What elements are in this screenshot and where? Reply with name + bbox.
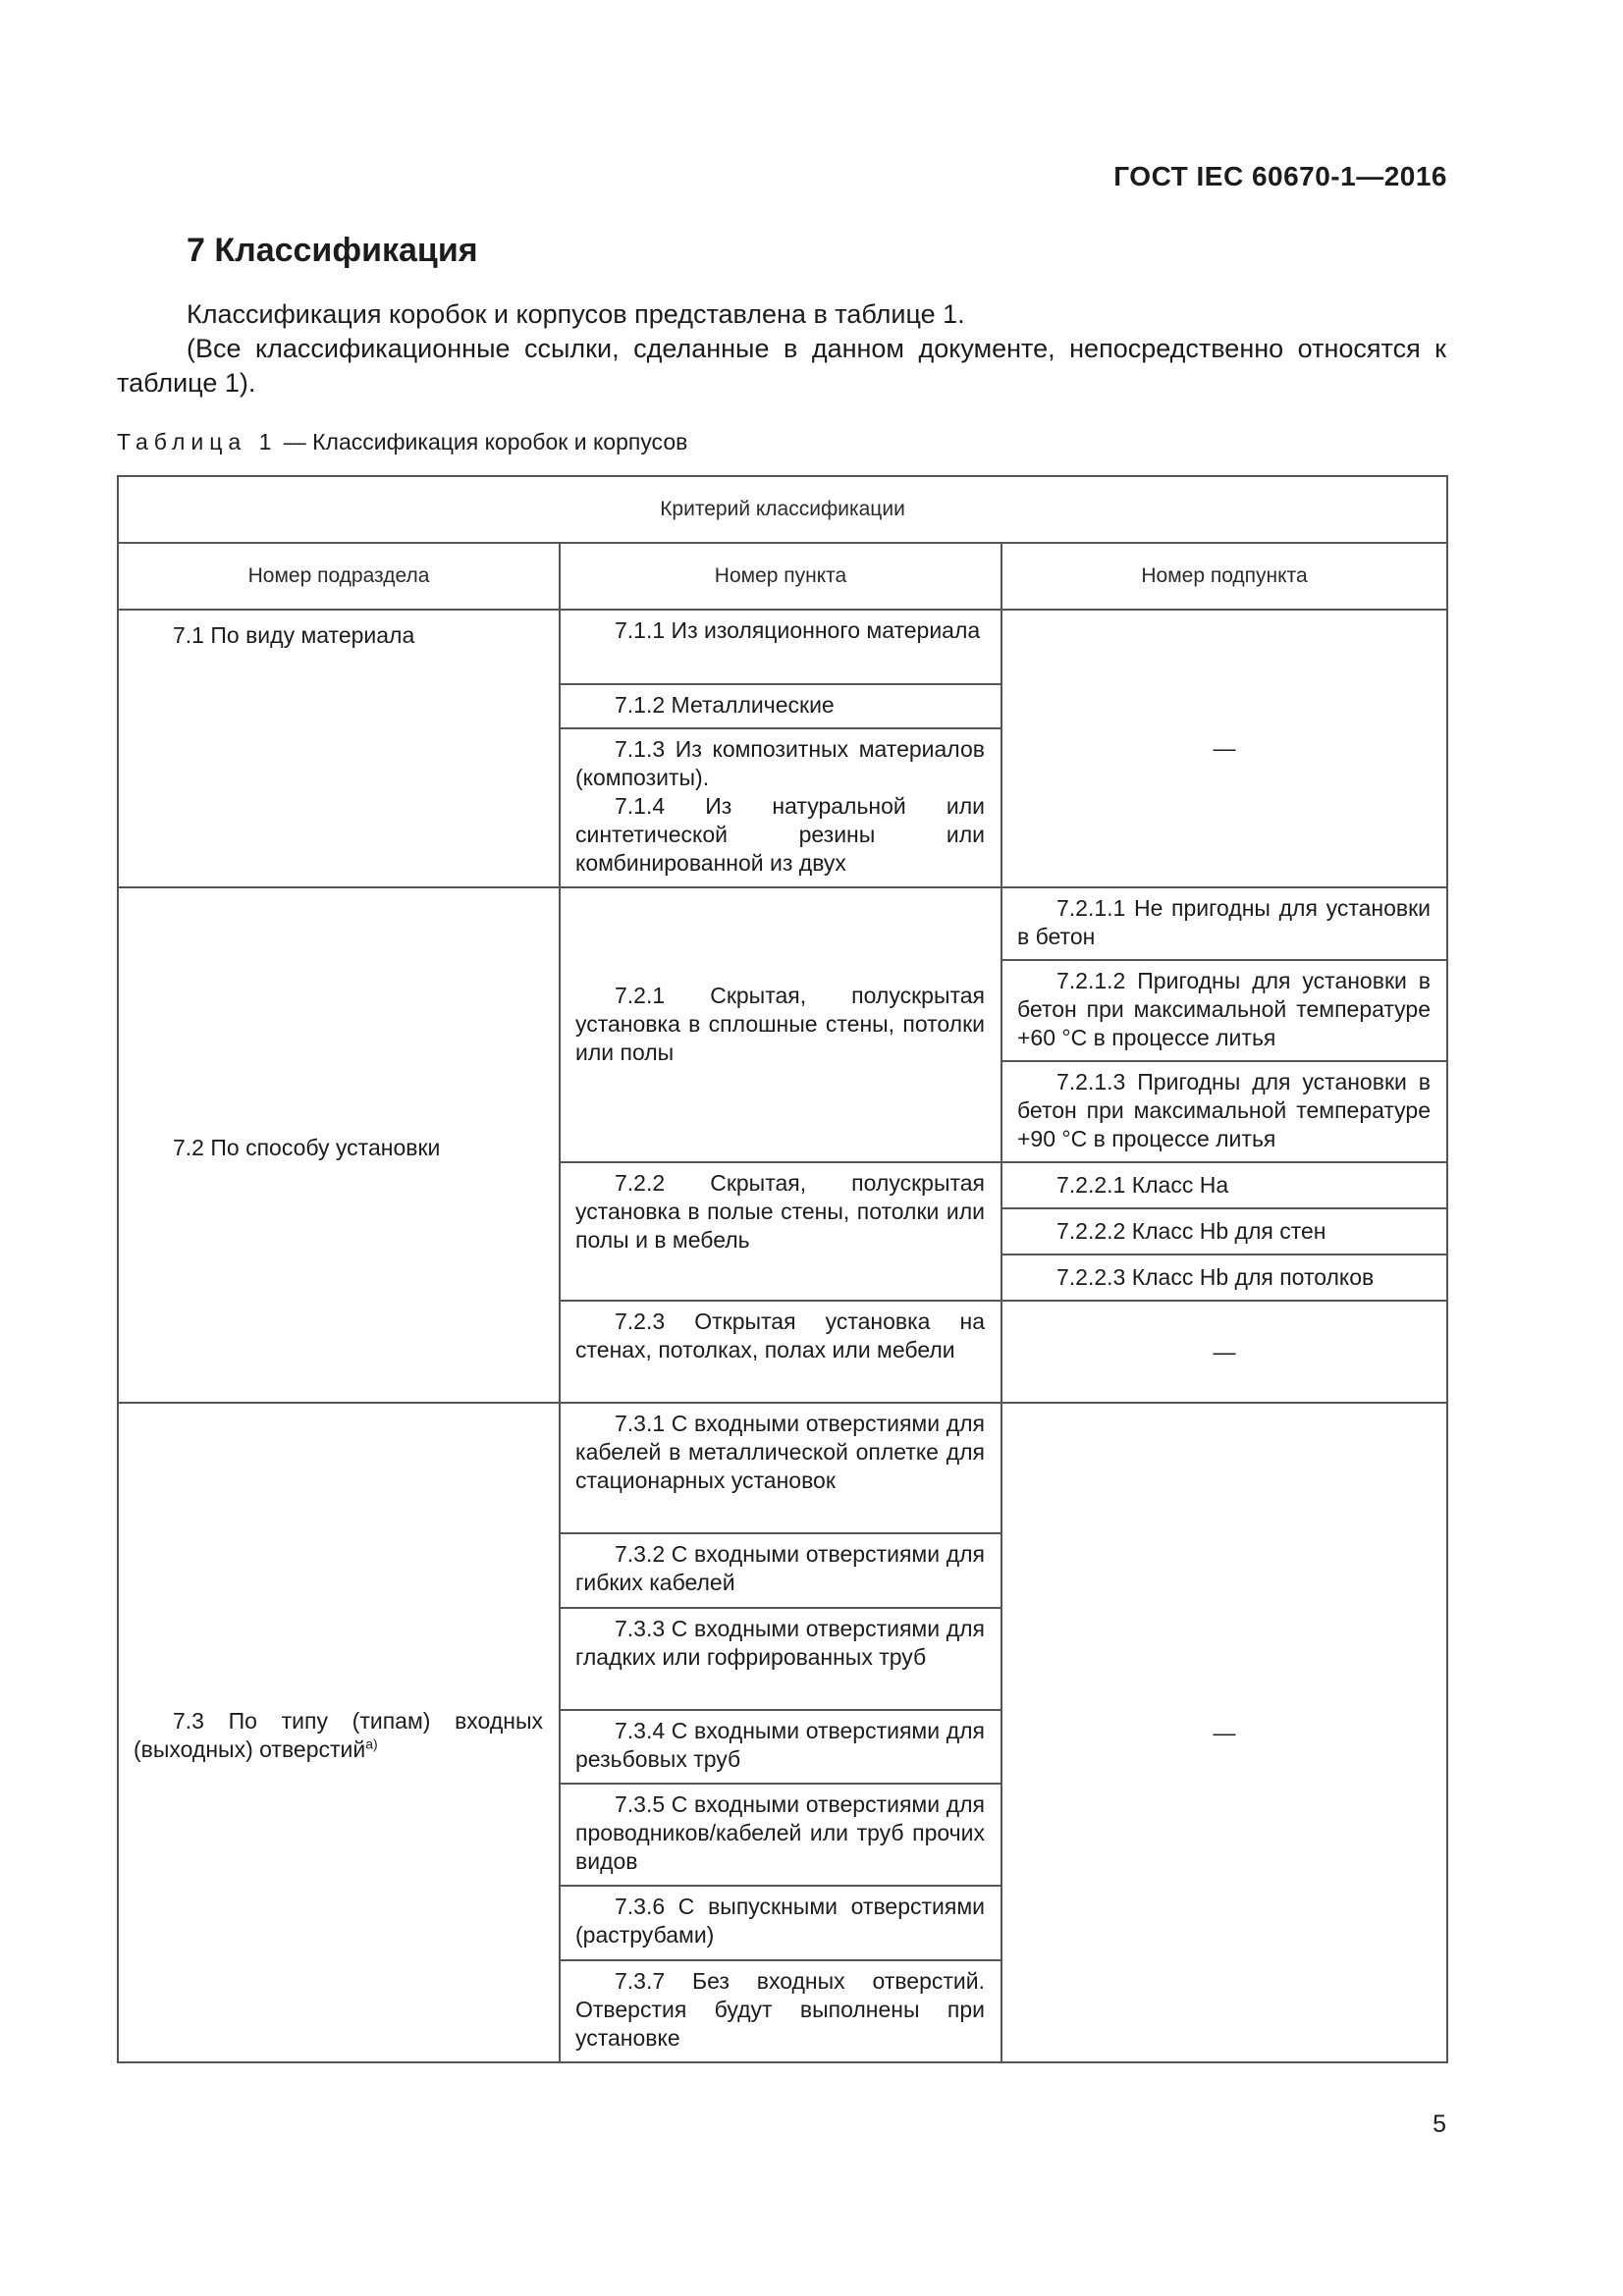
- item-cell: [560, 1533, 1001, 1608]
- item-cell: [560, 728, 1001, 887]
- col-header-item: Номер пункта: [560, 543, 1001, 610]
- subsection-cell: [118, 610, 560, 887]
- intro-paragraph: (Все классификационные ссылки, сделанные в данном документе, непосредственно относятся к таблице 1).: [117, 334, 1446, 398]
- subitem-text: 7.2.2.3 Класс Hb для потолков: [1056, 1263, 1375, 1290]
- item-cell: [560, 887, 1001, 1162]
- table-caption-label: Таблица 1: [117, 429, 278, 454]
- intro-paragraph: Классификация коробок и корпусов представлена в таблице 1.: [187, 299, 965, 329]
- item-cell: [560, 1162, 1001, 1301]
- table-header-row: [118, 543, 1447, 610]
- subsection-label: 7.1 По виду материала: [173, 622, 415, 648]
- item-cell: [560, 1784, 1001, 1886]
- page-number: 5: [1433, 2110, 1446, 2138]
- section-title: 7 Классификация: [187, 232, 478, 269]
- item-text: 7.3.1 С входными отверстиями для кабелей в металлической оплетке для стационарных установок: [575, 1411, 985, 1493]
- subitem-cell: [1001, 1208, 1447, 1255]
- table-row: [118, 887, 1447, 960]
- item-cell: [560, 684, 1001, 728]
- item-text: 7.2.1 Скрытая, полускрытая установка в сплошные стены, потолки или полы: [575, 983, 985, 1065]
- item-cell: [560, 1301, 1001, 1403]
- subitem-cell: [1001, 1061, 1447, 1162]
- classification-table: [117, 475, 1448, 2063]
- subitem-cell-empty: —: [1001, 1403, 1447, 2062]
- item-text: 7.1.1 Из изоляционного материала: [615, 617, 981, 643]
- item-cell: [560, 1710, 1001, 1784]
- item-text: 7.3.3 С входными отверстиями для гладких или гофрированных труб: [575, 1616, 985, 1670]
- item-text: 7.3.5 С входными отверстиями для проводников/кабелей или труб прочих видов: [575, 1791, 985, 1874]
- subsection-cell: [118, 887, 560, 1403]
- document-standard-header: ГОСТ IEC 60670-1—2016: [1113, 161, 1447, 191]
- item-text: 7.3.2 С входными отверстиями для гибких кабелей: [575, 1541, 985, 1595]
- subitem-cell: [1001, 1255, 1447, 1301]
- item-text: 7.2.2 Скрытая, полускрытая установка в полые стены, потолки или полы и в мебель: [575, 1170, 985, 1253]
- criterion-header: Критерий классификации: [118, 476, 1447, 543]
- intro-text: [117, 297, 1446, 400]
- subsection-label: 7.2 По способу установки: [173, 1134, 441, 1160]
- item-text: 7.2.3 Открытая установка на стенах, потолках, полах или мебели: [575, 1308, 985, 1362]
- subitem-text: 7.2.1.1 Не пригодны для установки в бетон: [1017, 895, 1432, 949]
- item-cell: [560, 1403, 1001, 1533]
- subitem-cell-empty: —: [1001, 1301, 1447, 1403]
- subitem-text: 7.2.2.2 Класс Hb для стен: [1056, 1217, 1326, 1244]
- subitem-text: 7.2.2.1 Класс На: [1056, 1171, 1229, 1198]
- subitem-cell: [1001, 1162, 1447, 1208]
- item-cell: [560, 1608, 1001, 1710]
- item-text: 7.1.3 Из композитных материалов (композиты).: [575, 736, 985, 790]
- item-text: 7.3.4 С входными отверстиями для резьбовых труб: [575, 1718, 985, 1772]
- col-header-subitem: Номер подпункта: [1001, 543, 1447, 610]
- table-caption-text: — Классификация коробок и корпусов: [277, 429, 688, 454]
- table-caption: [117, 429, 687, 455]
- item-cell: [560, 1960, 1001, 2062]
- item-cell: [560, 610, 1001, 684]
- table-header-row: [118, 476, 1447, 543]
- item-text: 7.3.6 С выпускными отверстиями (раструбами): [575, 1894, 985, 1948]
- table-row: [118, 610, 1447, 684]
- item-text: 7.1.4 Из натуральной или синтетической резины или комбинированной из двух: [575, 793, 985, 876]
- item-text: 7.3.7 Без входных отверстий. Отверстия будут выполнены при установке: [575, 1968, 985, 2051]
- table-row: [118, 1403, 1447, 1533]
- subitem-cell: [1001, 960, 1447, 1061]
- subitem-text: 7.2.1.2 Пригодны для установки в бетон при максимальной температуре +60 °С в процессе литья: [1017, 968, 1432, 1050]
- col-header-subsection: Номер подраздела: [118, 543, 560, 610]
- item-text: 7.1.2 Металлические: [615, 692, 835, 718]
- subitem-cell: [1001, 887, 1447, 960]
- subitem-cell-empty: —: [1001, 610, 1447, 887]
- item-cell: [560, 1886, 1001, 1960]
- subsection-cell: [118, 1403, 560, 2062]
- subsection-label-text: 7.3 По типу (типам) входных (выходных) отверстий: [134, 1707, 543, 1762]
- subitem-text: 7.2.1.3 Пригодны для установки в бетон при максимальной температуре +90 °С в процессе литья: [1017, 1069, 1432, 1151]
- footnote-mark: а): [365, 1735, 378, 1751]
- subsection-label: [134, 1707, 543, 1764]
